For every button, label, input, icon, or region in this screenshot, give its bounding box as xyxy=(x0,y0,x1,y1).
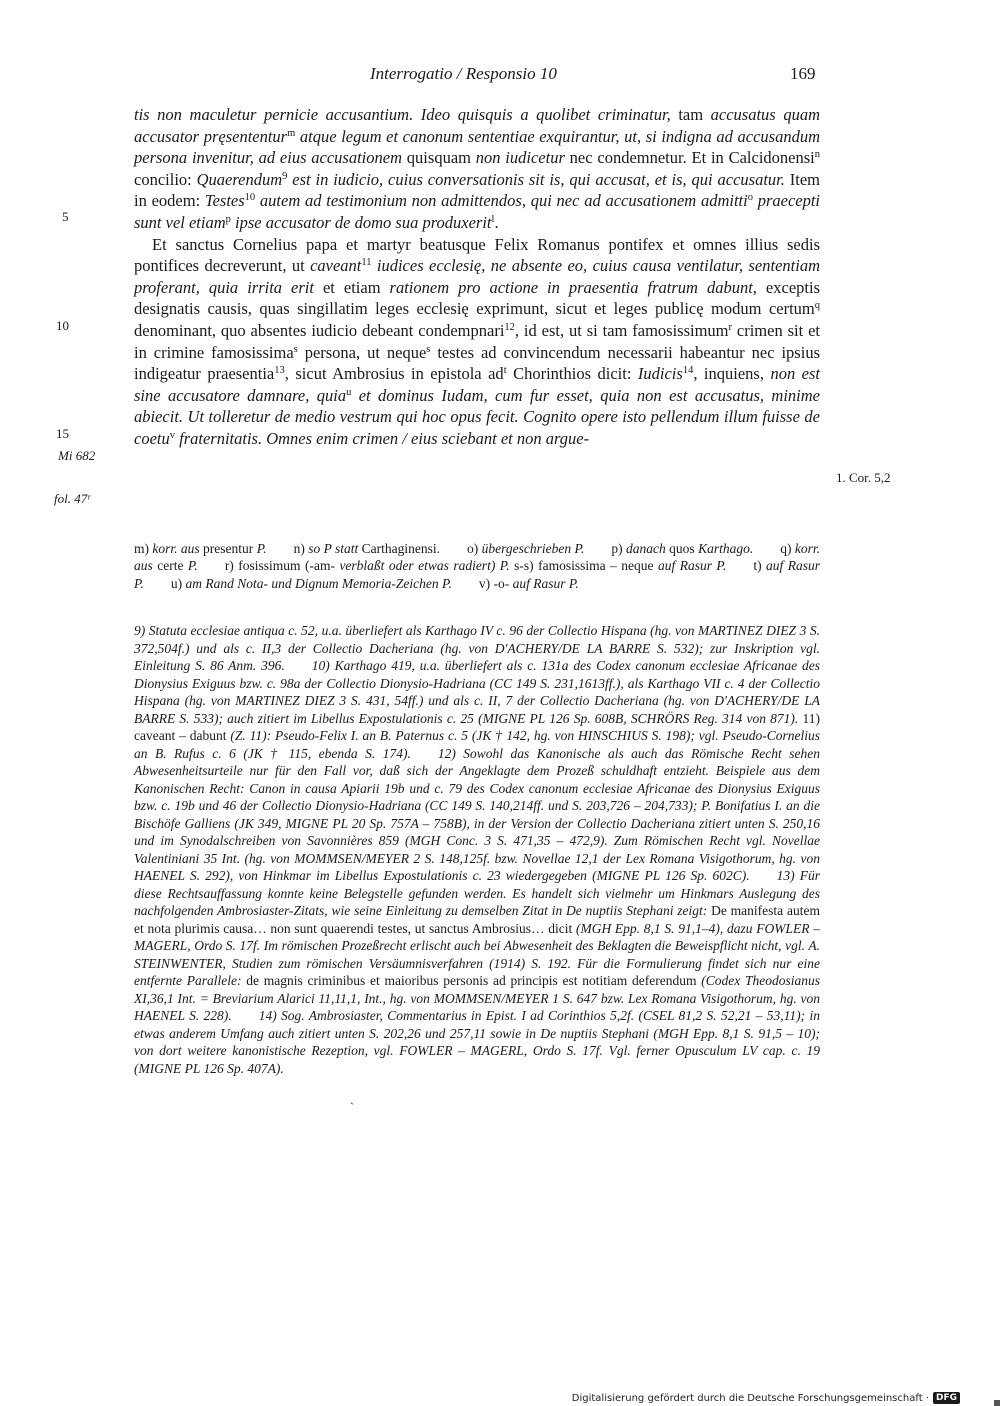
footnote-mark: 14 xyxy=(682,365,694,377)
apparatus-entry-p xyxy=(611,541,753,556)
text-segment: denominant, quo absentes iudicio debeant condempnari xyxy=(134,320,505,340)
apparatus-mark: s xyxy=(426,343,431,355)
text-segment: korr. aus xyxy=(152,541,200,556)
text-segment: est in iudicio, cuius conversationis sit is, qui accusat, et is, qui accusatur. xyxy=(287,169,785,189)
corner-mark xyxy=(994,1400,1000,1406)
text-segment: am Rand Nota- und Dignum Memoria-Zeichen P. xyxy=(185,575,452,591)
footnote-mark: 13 xyxy=(274,365,285,377)
apparatus-entry-m xyxy=(134,541,267,556)
apparatus-mark: u xyxy=(346,386,352,398)
text-segment: nec condemnetur. Et in Calcidonensi xyxy=(564,148,815,168)
apparatus-mark: t xyxy=(503,365,507,377)
apparatus-entry-o xyxy=(467,541,584,556)
text-segment: auf Rasur P. xyxy=(512,575,579,591)
digitization-footer xyxy=(572,1392,960,1404)
text-segment: caveant xyxy=(310,256,362,276)
footnote-13-quote-2: de magnis criminibus et maioribus personis ad principis est notitiam deferendum xyxy=(241,973,702,988)
text-segment: , id est, ut si tam famosissimum xyxy=(514,320,729,340)
footnote-11-lemma: 11) caveant – dabunt xyxy=(134,710,821,743)
footnote-13-end: (Codex Theodosianus XI,36,1 Int. = Breviarium Alarici 11,11,1, Int., hg. von MOMMSEN/MEYER 1 S. 647 bzw. Lex Romana Visigothorum, hg. von HAENEL S. 228). xyxy=(134,973,820,1023)
text-segment: v) -o- xyxy=(478,575,513,591)
apparatus-entry-n xyxy=(294,541,440,556)
text-segment: certe xyxy=(152,558,188,574)
text-segment: . xyxy=(494,212,499,232)
line-number: 15 xyxy=(56,426,69,441)
apparatus-entry-s xyxy=(514,558,726,573)
footer-text: Digitalisierung gefördert durch die Deutsche Forschungsgemeinschaft · xyxy=(571,1392,929,1404)
text-segment: non iudicetur xyxy=(475,148,565,168)
text-segment: q) xyxy=(780,541,795,556)
text-segment: persona, ut neque xyxy=(297,342,427,362)
apparatus-mark: s xyxy=(293,343,298,355)
text-segment: , sicut Ambrosius in epistola ad xyxy=(284,364,504,384)
text-segment: verblaßt oder etwas radiert) P. xyxy=(339,558,510,574)
apparatus-mark: v xyxy=(169,429,175,441)
text-segment: korr. aus xyxy=(134,541,821,574)
main-text xyxy=(134,104,820,450)
text-segment: danach xyxy=(626,541,666,556)
text-segment: Chorinthios dicit: xyxy=(506,364,638,384)
paragraph-1 xyxy=(134,104,820,234)
text-segment: quos xyxy=(665,541,699,556)
text-segment: t) xyxy=(753,558,767,574)
footnote-12: 12) Sowohl das Kanonische als auch das Römische Recht sehen Abwesenheitsurteile nur für den Fall vor, daß sich der Angeklagte dem Prozeß schuldhaft entzieht. Beispiele aus dem Kanonischen Recht: Canon in causa Apiarii 19b und c. 79 des Codex canonum ecclesiae Africanae des Dionysius Exiguus bzw. c. 19b und 46 der Collectio Dionysio-Hadriana (CC 149 S. 140,214ff. und S. 203,726 – 204,733); P. Bonifatius I. an die Bischöfe Galliens (JK 349, MIGNE PL 20 Sp. 757A – 758B), in der Version der Collectio Dacheriana zitiert unten S. 250,16 und im Synodalschreiben von Savonnières 859 (MGH Conc. 3 S. 471,35 – 472,9). Zum Römischen Recht vgl. Novellae Valentiniani 35 Int. (hg. von MOMMSEN/MEYER 2 S. 148,125f. bzw. Novellae 12,1 der Lex Romana Visigothorum, hg. von HAENEL S. 292), von Hinkmar im Libellus Expostulationis c. 23 wiedergegeben (MIGNE PL 126 Sp. 602C). xyxy=(134,745,820,883)
apparatus-entry-r xyxy=(225,558,510,573)
footnote-mark: 12 xyxy=(504,321,515,333)
text-segment: testes ad convincendum necessarii habeantur nec ipsius indigeatur praesentia xyxy=(134,342,820,384)
notes-text xyxy=(134,622,820,1077)
text-segment: r) fosissimum (-am- xyxy=(224,558,340,574)
text-segment: tam xyxy=(670,105,711,124)
footnote-mark: 10 xyxy=(244,192,256,204)
text-segment: p) xyxy=(611,541,627,556)
text-segment: P. xyxy=(256,541,267,556)
apparatus-mark: n xyxy=(814,149,820,161)
text-segment: quisquam xyxy=(402,148,476,168)
text-segment: o) xyxy=(467,541,482,556)
text-segment: Testes xyxy=(204,191,245,211)
apparatus-mark: o xyxy=(747,192,753,204)
footnote-mark: 9 xyxy=(282,170,288,182)
line-number: 10 xyxy=(56,318,69,333)
text-segment: auf Rasur P. xyxy=(657,558,727,574)
text-segment: iudices ecclesię, ne absente eo, cuius causa ventilatur, sententiam proferant, quia irrita erit xyxy=(134,256,820,297)
text-segment: accusatus quam accusator pręsententur xyxy=(134,105,820,146)
critical-apparatus xyxy=(134,540,820,592)
text-segment: tis non maculetur pernicie accusantium. Ideo quisquis a quolibet criminatur, xyxy=(134,105,671,124)
apparatus-mark: m xyxy=(287,127,296,139)
text-segment: praecepti sunt vel etiam xyxy=(134,191,821,232)
commentary-notes xyxy=(134,622,820,1077)
text-segment: Quaerendum xyxy=(196,169,283,189)
text-segment: et etiam xyxy=(313,277,390,297)
running-title: Interrogatio / Responsio 10 xyxy=(370,64,557,83)
text-segment: Item in eodem: xyxy=(134,169,820,211)
apparatus-entries xyxy=(134,540,820,592)
text-segment: presentur xyxy=(199,541,257,556)
text-segment: non est sine accusatore damnare, quia xyxy=(134,364,820,405)
manuscript-reference: Mi 682 xyxy=(58,448,96,463)
line-number: 5 xyxy=(62,209,69,224)
text-segment: Et sanctus Cornelius papa et martyr beatusque Felix Romanus pontifex et omnes illius sedis pontifices decreverunt, ut xyxy=(134,234,820,276)
footnote-13: 13) Für diese Rechtsauffassung konnte keine Belegstelle gefunden werden. Es handelt sich vielmehr um Hinkmars Auslegung des nachfolgenden Ambrosiaster-Zitats, wie seine Einleitung zu demselben Zitat in De nuptiis Stephani zeigt: xyxy=(134,868,821,918)
bible-reference: 1. Cor. 5,2 xyxy=(836,470,891,485)
text-segment: fraternitatis. Omnes enim crimen / eius sciebant et non argue- xyxy=(174,428,590,448)
text-segment: rationem pro actione in praesentia fratrum dabunt xyxy=(389,277,753,297)
footnote-mark: 11 xyxy=(361,257,372,269)
footnote-14: 14) Sog. Ambrosiaster, Commentarius in Epist. I ad Corinthios 5,2f. (CSEL 81,2 S. 52,21 – 53,11); in etwas anderem Umfang auch zitiert unten S. 202,26 und 257,11 sowie in De nuptiis Stephani (MGH Epp. 8,1 S. 91,5 – 10); von dort weitere kanonistische Rezeption, vgl. FOWLER – MAGERL, Ordo S. 17f. Vgl. ferner Opusculum LV cap. c. 19 (MIGNE PL 126 Sp. 407A). xyxy=(134,1008,820,1076)
footnote-9: 9) Statuta ecclesiae antiqua c. 52, u.a. überliefert als Karthago IV c. 96 der Collectio Hispana (hg. von MARTINEZ DIEZ 3 S. 372,504f.) und als c. II,3 der Collectio Dacheriana (hg. von D'ACHERY/DE LA BARRE S. 532); zur Inskription vgl. Einleitung S. 86 Anm. 396. xyxy=(134,623,820,673)
footnote-11: (Z. 11): Pseudo-Felix I. an B. Paternus c. 5 (JK † 142, hg. von HINSCHIUS S. 198); vgl. Pseudo-Cornelius an B. Rufus c. 6 (JK † 115, ebenda S. 174). xyxy=(134,728,820,761)
page-number: 169 xyxy=(790,64,816,83)
footnote-13-quote: De manifesta autem et nota plurimis causa… non sunt quaerendi testes, ut sanctus Ambrosius… dicit xyxy=(134,903,820,936)
apparatus-mark: q xyxy=(814,300,820,312)
text-segment: et dominus Iudam, cum fur esset, quia non est accusatus, minime abiecit. Ut tolleretur de medio vestrum qui hoc opus fecit. Cognito opere isto pellendum illum fuisse de coetu xyxy=(134,385,820,448)
text-segment: m) xyxy=(134,541,153,556)
text-segment: übergeschrieben P. xyxy=(481,541,585,556)
dfg-logo: DFG xyxy=(933,1392,960,1404)
apparatus-mark: p xyxy=(225,213,231,225)
apparatus-entry-u xyxy=(171,576,452,591)
apparatus-mark: r xyxy=(728,321,733,333)
text-segment: P. xyxy=(187,558,198,574)
text-segment: atque legum et canonum sententiae exquirantur, ut, si indigna ad accusandum persona invenitur, ad eius accusationem xyxy=(134,126,820,168)
text-segment: s-s) famosissima – neque xyxy=(514,558,658,574)
apparatus-entry-v xyxy=(479,576,579,591)
text-segment: concilio: xyxy=(134,169,197,189)
text-segment: n) xyxy=(293,541,309,556)
text-segment: ipse accusator de domo sua produxerit xyxy=(230,212,492,232)
folio-reference: fol. 47ʳ xyxy=(54,491,91,506)
text-segment: u) xyxy=(170,575,186,591)
text-segment: so P statt xyxy=(308,541,359,556)
text-segment: , exceptis designatis causis, quas singillatim leges ecclesię exprimunt, sicut et leges publicę modum certum xyxy=(134,277,820,319)
text-segment: Carthaginensi. xyxy=(358,541,441,556)
footnote-10: 10) Karthago 419, u.a. überliefert als c. 131a des Codex canonum ecclesiae Africanae des Dionysius Exiguus bzw. c. 98a der Collectio Dionysio-Hadriana (CC 149 S. 231,1613ff.), als Karthago VII c. 4 der Collectio Hispana (hg. von MARTINEZ DIEZ 3 S. 431, 54ff.) und als c. II, 7 der Collectio Dacheriana (hg. von D'ACHERY/DE LA BARRE S. 533); auch zitiert im Libellus Expostulationis c. 25 (MIGNE PL 126 Sp. 608B, SCHRÖRS Reg. 314 von 871). xyxy=(134,658,820,726)
text-segment: , inquiens, xyxy=(693,364,771,384)
text-segment: auf Rasur P. xyxy=(134,558,821,591)
footnote-13-cont: (MGH Epp. 8,1 S. 91,1–4), dazu FOWLER – MAGERL, Ordo S. 17f. Im römischen Prozeßrecht erlischt auch bei Abwesenheit des Beklagten die Beweispflicht nicht, vgl. A. STEINWENTER, Studien zum römischen Versäumnisverfahren (1914) S. 192. Für die Formulierung findet sich nur eine entfernte Parallele: xyxy=(134,920,820,988)
text-segment: crimen sit et in crimine famosissima xyxy=(134,320,821,362)
text-segment: autem ad testimonium non admittendos, qui nec ad accusationem admitti xyxy=(255,191,748,211)
stray-mark: ˋ xyxy=(350,1100,354,1114)
text-segment: Karthago. xyxy=(698,541,754,556)
paragraph-2 xyxy=(134,234,820,450)
text-segment: Iudicis xyxy=(637,364,683,384)
apparatus-mark: l xyxy=(491,213,495,225)
